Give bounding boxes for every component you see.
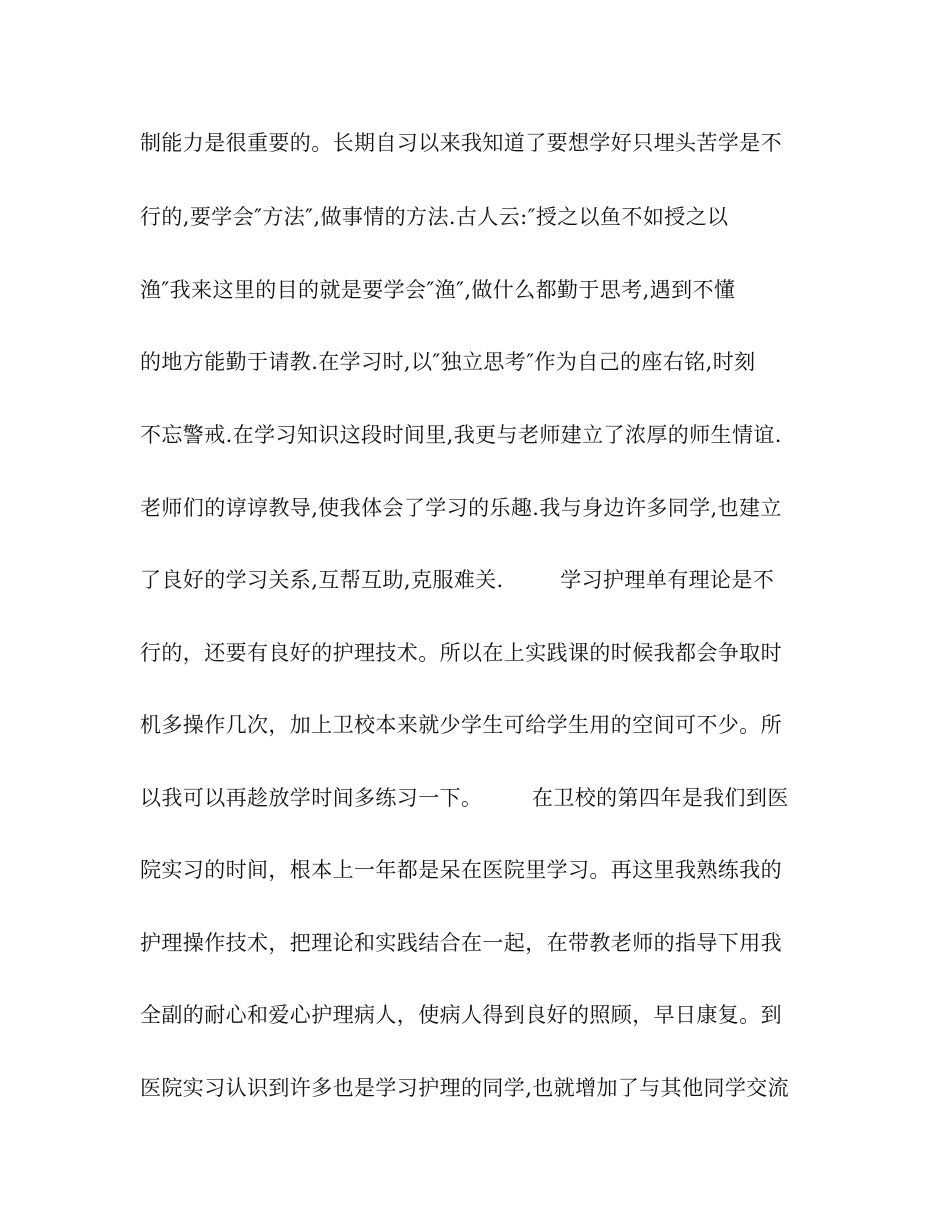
text-line: 护理操作技术，把理论和实践结合在一起，在带教老师的指导下用我	[140, 931, 782, 955]
text-line: 全副的耐心和爱心护理病人，使病人得到良好的照顾，早日康复。到	[140, 1003, 782, 1027]
text-line: 不忘警戒.在学习知识这段时间里,我更与老师建立了浓厚的师生情谊.	[140, 423, 782, 447]
text-line: 了良好的学习关系,互帮互助,克服难关. 学习护理单有理论是不	[140, 568, 775, 592]
text-line: 行的,要学会″方法″,做事情的方法.古人云:″授之以鱼不如授之以	[140, 205, 729, 229]
text-line: 老师们的谆谆教导,使我体会了学习的乐趣.我与身边许多同学,也建立	[140, 496, 782, 520]
text-line: 的地方能勤于请教.在学习时,以″独立思考″作为自己的座右铭,时刻	[140, 350, 756, 374]
text-line: 院实习的时间，根本上一年都是呆在医院里学习。再这里我熟练我的	[140, 858, 782, 882]
text-line: 医院实习认识到许多也是学习护理的同学,也就增加了与其他同学交流	[140, 1076, 790, 1100]
text-line: 以我可以再趁放学时间多练习一下。 在卫校的第四年是我们到医	[140, 786, 789, 810]
text-line: 制能力是很重要的。长期自习以来我知道了要想学好只埋头苦学是不	[140, 131, 782, 155]
text-line: 行的，还要有良好的护理技术。所以在上实践课的时候我都会争取时	[140, 641, 782, 665]
text-line: 机多操作几次，加上卫校本来就少学生可给学生用的空间可不少。所	[140, 713, 782, 737]
text-line: 渔″我来这里的目的就是要学会″渔″,做什么都勤于思考,遇到不懂	[140, 278, 736, 302]
